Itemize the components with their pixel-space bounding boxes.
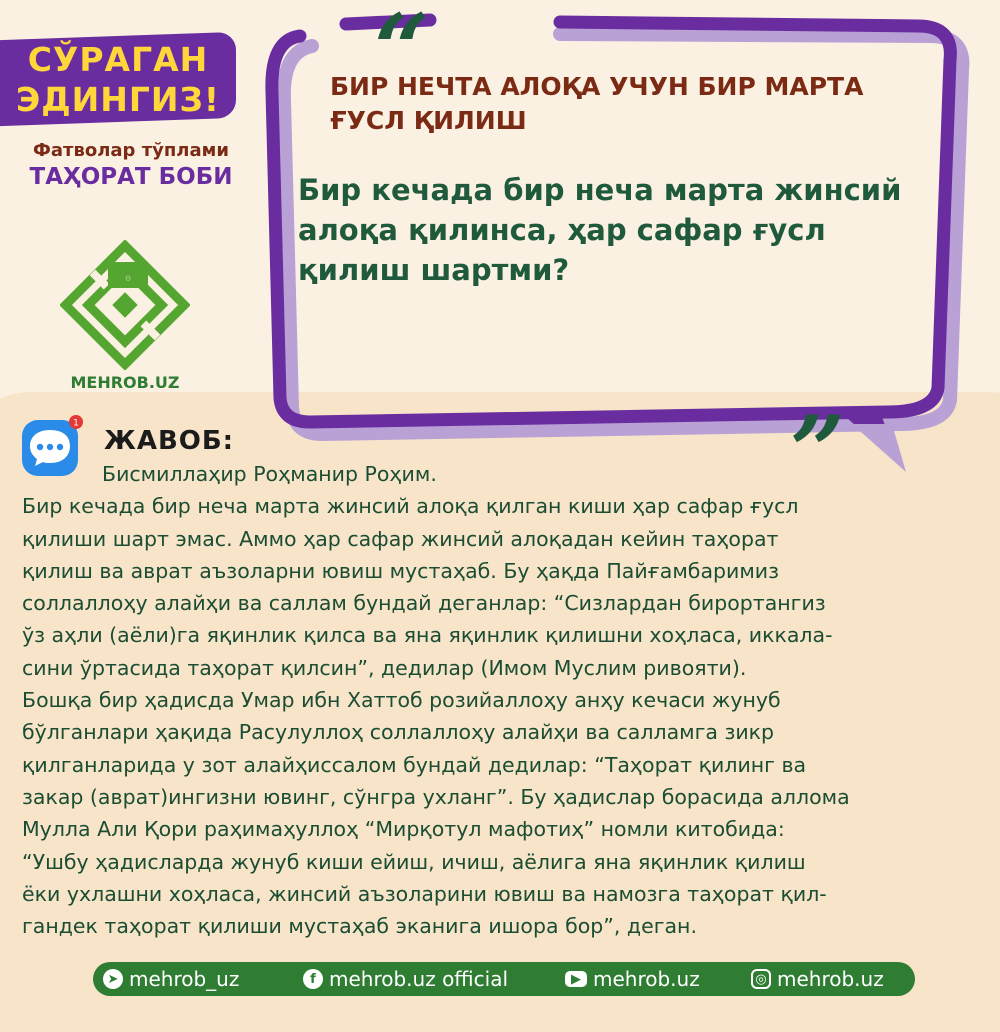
answer-line: қилганларида у зот алайҳиссалом бундай дедилар: “Таҳорат қилинг ва xyxy=(22,752,807,777)
answer-line: сини ўртасида таҳорат қилсин”, дедилар (Имом Муслим ривояти). xyxy=(22,655,747,680)
answer-line: Бошқа бир ҳадисда Умар ибн Хаттоб розийаллоҳу анҳу кечаси жунуб xyxy=(22,688,781,713)
close-quote-icon: ” xyxy=(790,395,846,508)
youtube-link[interactable] xyxy=(565,962,700,996)
answer-line: Бир кечада бир неча марта жинсий алоқа қилган киши ҳар сафар ғусл xyxy=(22,494,799,519)
facebook-link[interactable] xyxy=(303,962,508,996)
question-line: қилиш шартми? xyxy=(298,253,570,287)
headline-line: БИР НЕЧТА АЛОҚА УЧУН БИР МАРТА xyxy=(330,72,864,101)
instagram-handle: mehrob.uz xyxy=(777,967,884,991)
answer-line: Бисмиллаҳир Роҳманир Роҳим. xyxy=(102,462,437,486)
headline xyxy=(330,70,930,138)
telegram-link[interactable] xyxy=(103,962,239,996)
logo-text: MEHROB.UZ xyxy=(70,373,180,392)
social-footer xyxy=(93,962,915,996)
answer-line: соллаллоҳу алайҳи ва саллам бундай деганлар: “Сизлардан бирортангиз xyxy=(22,591,826,616)
answer-text xyxy=(22,458,972,942)
open-quote-icon: “ xyxy=(374,0,430,106)
question-line: алоқа қилинса, ҳар сафар ғусл xyxy=(298,213,826,247)
answer-line: қилиш ва аврат аъзоларни ювиш мустаҳаб. Бу ҳақда Пайғамбаримиз xyxy=(22,558,780,583)
question-text xyxy=(298,170,958,290)
answer-line: бўлганлари ҳақида Расулуллоҳ соллаллоҳу алайҳи ва салламга зикр xyxy=(22,720,775,745)
answer-line: ёки ухлашни хоҳласа, жинсий аъзоларини ювиш ва намозга таҳорат қил- xyxy=(22,881,827,906)
answer-line: қилиши шарт эмас. Аммо ҳар сафар жинсий алоқадан кейин таҳорат xyxy=(22,526,779,551)
instagram-link[interactable] xyxy=(751,962,884,996)
headline-line: ҒУСЛ ҚИЛИШ xyxy=(330,106,527,135)
telegram-icon: ➤ xyxy=(103,969,123,989)
badge-line-1: СЎРАГАН xyxy=(27,40,209,79)
answer-line: “Ушбу ҳадисларда жунуб киши ейиш, ичиш, аёлига яна яқинлик қилиш xyxy=(22,849,806,874)
instagram-icon: ◎ xyxy=(751,969,771,989)
answer-line: закар (аврат)ингизни ювинг, сўнгра ухланг”. Бу ҳадислар борасида аллома xyxy=(22,784,850,809)
subtitle-chapter: ТАҲОРАТ БОБИ xyxy=(29,164,233,190)
question-line: Бир кечада бир неча марта жинсий xyxy=(298,173,902,207)
answer-line: ўз аҳли (аёли)га яқинлик қилса ва яна яқинлик қилишни хоҳласа, иккала- xyxy=(22,623,833,648)
telegram-handle: mehrob_uz xyxy=(129,967,240,991)
badge-line-2: ЭДИНГИЗ! xyxy=(16,80,220,119)
notification-count: 1 xyxy=(73,418,79,429)
facebook-icon: f xyxy=(303,969,323,989)
youtube-icon: ▶ xyxy=(565,971,587,987)
answer-label: ЖАВОБ: xyxy=(104,426,235,456)
answer-line: Мулла Али Қори раҳимаҳуллоҳ “Мирқотул мафотиҳ” номли китобида: xyxy=(22,817,785,842)
answer-line: гандек таҳорат қилиши мустаҳаб эканига ишора бор”, деган. xyxy=(22,914,697,939)
subtitle-collection: Фатволар тўплами xyxy=(33,140,229,161)
youtube-handle: mehrob.uz xyxy=(593,967,700,991)
svg-text:۞: ۞ xyxy=(125,272,131,283)
facebook-handle: mehrob.uz official xyxy=(329,967,509,991)
